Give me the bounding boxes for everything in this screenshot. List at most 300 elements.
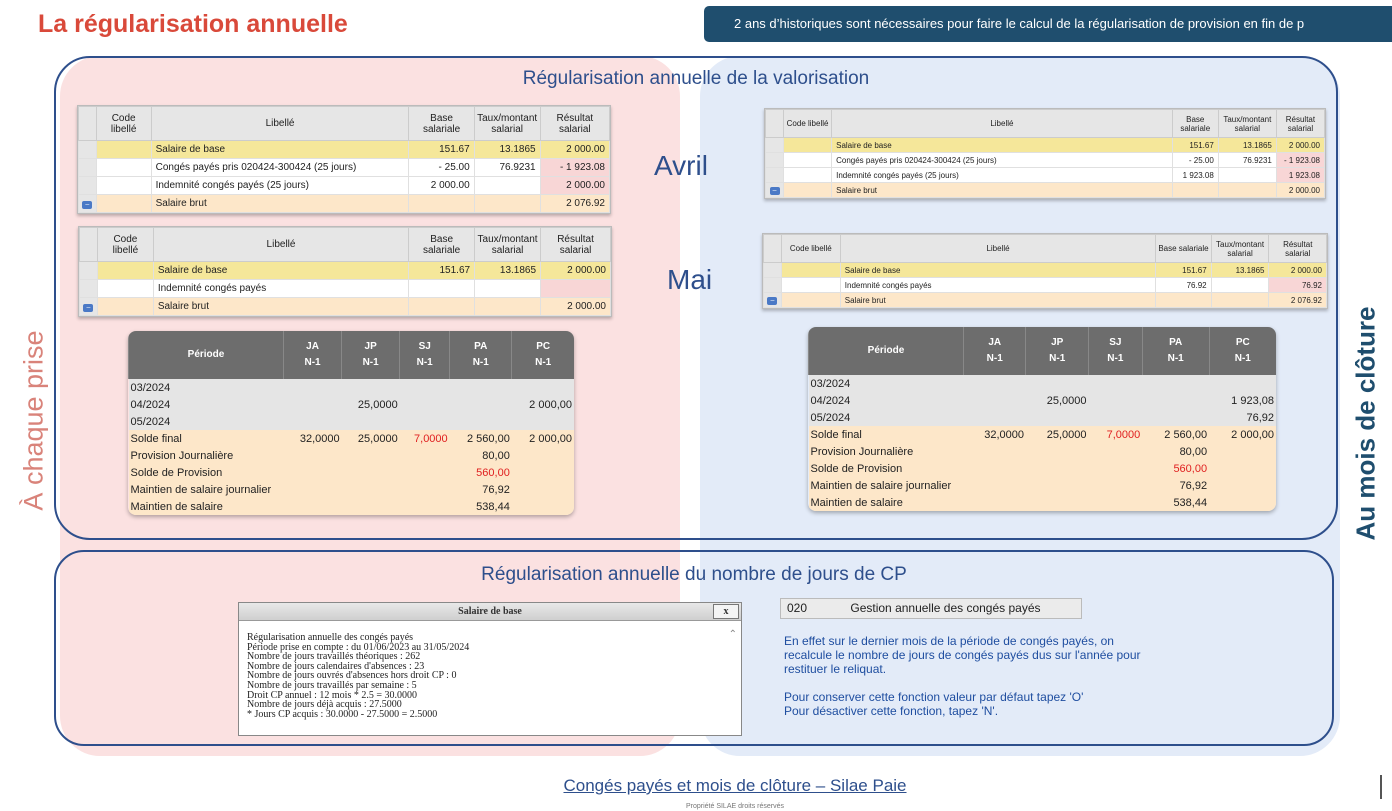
code-cell: [97, 262, 153, 280]
libelle-cell: Salaire brut: [840, 293, 1155, 308]
table-row: [129, 413, 575, 430]
table-row: [809, 477, 1277, 494]
code-cell: [781, 263, 840, 278]
footer-copyright: Propriété SILAE droits réservés: [685, 803, 785, 810]
row-gutter: [79, 195, 97, 213]
jp-cell: [1026, 460, 1088, 477]
pa-cell: 560,00: [1142, 460, 1209, 477]
sj-cell: [1088, 494, 1142, 511]
col-pc-sub: N-1: [535, 357, 552, 368]
popup-line: Nombre de jours travaillés théoriques : 262: [247, 651, 421, 663]
grid-gutter-header: [764, 235, 782, 263]
popup-body: [239, 621, 741, 731]
sj-cell: [1088, 375, 1142, 392]
base-cell: - 25.00: [409, 159, 474, 177]
ja-cell: [284, 464, 342, 481]
table-row: [79, 195, 610, 213]
sj-cell: [1088, 477, 1142, 494]
salaire-de-base-popup: [238, 602, 742, 736]
base-cell: 151.67: [1172, 138, 1218, 153]
code-cell: [784, 183, 832, 198]
row-gutter: [79, 159, 97, 177]
solde-row: [129, 430, 575, 447]
col-base-header: Base salariale: [409, 228, 475, 262]
table-row: [80, 280, 611, 298]
collapse-icon[interactable]: –: [83, 304, 93, 312]
base-cell: [409, 280, 475, 298]
col-jp-header: [1026, 327, 1088, 375]
grid-gutter-header: [766, 110, 784, 138]
jp-cell: [1026, 409, 1088, 426]
col-code-header: Code libellé: [96, 107, 151, 141]
col-pa-sub: N-1: [1167, 353, 1184, 364]
col-taux-header: Taux/montant salarial: [1218, 110, 1276, 138]
ja-cell: 32,0000: [284, 430, 342, 447]
ja-cell: [964, 494, 1026, 511]
sj-cell: [400, 498, 450, 515]
ja-cell: [284, 396, 342, 413]
base-cell: [409, 298, 475, 316]
code-cell: [96, 159, 151, 177]
pa-cell: 80,00: [1142, 443, 1209, 460]
grid-gutter-header: [79, 107, 97, 141]
row-gutter: [80, 262, 98, 280]
col-ja-sub: N-1: [304, 357, 321, 368]
taux-cell: [1211, 293, 1269, 308]
table-row: [129, 447, 575, 464]
pa-cell: [450, 396, 512, 413]
code-cell: [96, 141, 151, 159]
col-sj-header: [400, 331, 450, 379]
pa-cell: [1142, 375, 1209, 392]
libelle-cell: Indemnité congés payés: [840, 278, 1155, 293]
libelle-cell: Salaire de base: [840, 263, 1155, 278]
popup-line: Nombre de jours travaillés par semaine : 5: [247, 679, 417, 691]
col-periode-header: Période: [809, 327, 964, 375]
resultat-cell: 2 076.92: [540, 195, 609, 213]
col-sj-sub: N-1: [1107, 353, 1124, 364]
col-resultat-header: Résultat salarial: [540, 107, 609, 141]
table-row: [809, 392, 1277, 409]
provision-table-right: [808, 327, 1276, 511]
row-gutter: [80, 298, 98, 316]
row-gutter: [766, 183, 784, 198]
ja-cell: [964, 375, 1026, 392]
row-gutter: [766, 138, 784, 153]
resultat-cell: 76.92: [1269, 278, 1327, 293]
table-row: [766, 183, 1325, 198]
collapse-icon[interactable]: –: [770, 187, 780, 195]
sj-cell: [400, 447, 450, 464]
resultat-cell: 1 923.08: [1276, 168, 1324, 183]
col-jp-sub: N-1: [1049, 353, 1066, 364]
sj-cell: [1088, 460, 1142, 477]
pc-cell: [1209, 477, 1276, 494]
pc-cell: [512, 413, 574, 430]
code-cell: [97, 298, 153, 316]
table-row: [809, 375, 1277, 392]
table-row: [809, 409, 1277, 426]
col-code-header: Code libellé: [784, 110, 832, 138]
table-row: [79, 159, 610, 177]
col-base-header: Base salariale: [409, 107, 474, 141]
ja-cell: [964, 460, 1026, 477]
taux-cell: [474, 195, 540, 213]
code-cell: [784, 153, 832, 168]
footer-title[interactable]: Congés payés et mois de clôture – Silae Paie: [563, 776, 907, 795]
col-sj-label: SJ: [418, 341, 431, 352]
taux-cell: 13.1865: [475, 262, 541, 280]
popup-header: [239, 603, 741, 621]
pc-cell: [512, 464, 574, 481]
periode-cell: Maintien de salaire: [809, 494, 964, 511]
ja-cell: [964, 392, 1026, 409]
function-field[interactable]: [780, 598, 1082, 619]
taux-cell: [474, 177, 540, 195]
row-gutter: [79, 141, 97, 159]
col-jp-sub: N-1: [362, 357, 379, 368]
col-sj-sub: N-1: [416, 357, 433, 368]
jp-cell: [342, 413, 400, 430]
jp-cell: [342, 379, 400, 396]
col-jp-label: JP: [364, 341, 377, 352]
taux-cell: [1218, 168, 1276, 183]
pc-cell: [1209, 443, 1276, 460]
col-pa-sub: N-1: [472, 357, 489, 368]
col-libelle-header: Libellé: [832, 110, 1173, 138]
collapse-icon[interactable]: –: [82, 201, 92, 209]
pa-cell: 76,92: [450, 481, 512, 498]
page-title: La régularisation annuelle: [38, 10, 348, 38]
code-cell: [781, 293, 840, 308]
solde-row: [809, 426, 1277, 443]
sj-cell: [1088, 392, 1142, 409]
resultat-cell: - 1 923.08: [1276, 153, 1324, 168]
info-banner: 2 ans d’historiques sont nécessaires pour faire le calcul de la régularisation de provision en fin de p: [704, 6, 1392, 42]
base-cell: 151.67: [409, 262, 475, 280]
pc-cell: [512, 498, 574, 515]
periode-cell: Maintien de salaire journalier: [809, 477, 964, 494]
pa-cell: 560,00: [450, 464, 512, 481]
code-cell: [784, 168, 832, 183]
col-sj-label: SJ: [1109, 337, 1122, 348]
sj-cell: [1088, 409, 1142, 426]
resultat-cell: - 1 923.08: [540, 159, 609, 177]
col-pc-label: PC: [536, 341, 551, 352]
col-libelle-header: Libellé: [840, 235, 1155, 263]
ja-cell: 32,0000: [964, 426, 1026, 443]
periode-cell: 05/2024: [129, 413, 284, 430]
close-button[interactable]: x: [713, 604, 739, 619]
col-pc-header: [1209, 327, 1276, 375]
periode-cell: 03/2024: [809, 375, 964, 392]
libelle-cell: Salaire brut: [153, 298, 408, 316]
scroll-up-icon[interactable]: ⌃: [728, 629, 737, 640]
sj-cell: [400, 481, 450, 498]
table-row: [809, 443, 1277, 460]
resultat-cell: [541, 280, 611, 298]
code-cell: [96, 177, 151, 195]
pc-cell: 2 000,00: [512, 396, 574, 413]
pc-cell: 1 923,08: [1209, 392, 1276, 409]
function-code: 020: [787, 601, 808, 615]
col-pa-label: PA: [474, 341, 488, 352]
periode-cell: Maintien de salaire journalier: [129, 481, 284, 498]
section-title: Régularisation annuelle du nombre de jours de CP: [481, 564, 907, 585]
libelle-cell: Congés payés pris 020424-300424 (25 jours): [151, 159, 409, 177]
sj-cell: 7,0000: [400, 430, 450, 447]
periode-cell: 03/2024: [129, 379, 284, 396]
explanation-text: [784, 634, 1164, 718]
pa-cell: [1142, 409, 1209, 426]
periode-cell: 04/2024: [809, 392, 964, 409]
base-cell: 151.67: [1156, 263, 1211, 278]
ja-cell: [284, 498, 342, 515]
explain-option-o: Pour conserver cette fonction valeur par défaut tapez 'O': [784, 690, 1084, 704]
jp-cell: 25,0000: [342, 396, 400, 413]
pa-cell: [1142, 392, 1209, 409]
row-gutter: [766, 153, 784, 168]
divider: [1380, 775, 1382, 799]
libelle-cell: Salaire de base: [153, 262, 408, 280]
table-row: [766, 168, 1325, 183]
taux-cell: 13.1865: [1211, 263, 1269, 278]
jp-cell: [342, 447, 400, 464]
month-april: Avril: [654, 150, 708, 181]
col-pa-header: [1142, 327, 1209, 375]
col-resultat-header: Résultat salarial: [1276, 110, 1324, 138]
base-cell: [1172, 183, 1218, 198]
jp-cell: 25,0000: [1026, 392, 1088, 409]
table-row: [764, 263, 1327, 278]
row-gutter: [764, 263, 782, 278]
code-cell: [781, 278, 840, 293]
ja-cell: [284, 447, 342, 464]
col-libelle-header: Libellé: [153, 228, 408, 262]
payslip-grid-april-left: [77, 105, 611, 214]
resultat-cell: 2 000.00: [540, 177, 609, 195]
pa-cell: 538,44: [450, 498, 512, 515]
base-cell: 76.92: [1156, 278, 1211, 293]
ja-cell: [284, 379, 342, 396]
libelle-cell: Congés payés pris 020424-300424 (25 jours): [832, 153, 1173, 168]
pa-cell: [450, 379, 512, 396]
base-cell: 151.67: [409, 141, 474, 159]
col-pa-label: PA: [1169, 337, 1183, 348]
pc-cell: 2 000,00: [1209, 426, 1276, 443]
col-resultat-header: Résultat salarial: [541, 228, 611, 262]
table-row: [129, 379, 575, 396]
periode-cell: Solde de Provision: [129, 464, 284, 481]
table-row: [79, 141, 610, 159]
jp-cell: [342, 481, 400, 498]
row-gutter: [79, 177, 97, 195]
libelle-cell: Salaire de base: [832, 138, 1173, 153]
col-ja-label: JA: [988, 337, 1002, 348]
col-code-header: Code libellé: [781, 235, 840, 263]
periode-cell: Solde de Provision: [809, 460, 964, 477]
taux-cell: [1218, 183, 1276, 198]
table-row: [809, 460, 1277, 477]
row-gutter: [764, 278, 782, 293]
resultat-cell: 2 000.00: [1276, 183, 1324, 198]
resultat-cell: 2 000.00: [1276, 138, 1324, 153]
popup-line: Régularisation annuelle des congés payés: [247, 632, 414, 643]
jp-cell: [1026, 494, 1088, 511]
taux-cell: [475, 298, 541, 316]
base-cell: - 25.00: [1172, 153, 1218, 168]
libelle-cell: Salaire brut: [151, 195, 409, 213]
table-row: [766, 153, 1325, 168]
libelle-cell: Salaire brut: [832, 183, 1173, 198]
col-ja-header: [284, 331, 342, 379]
ja-cell: [964, 443, 1026, 460]
table-row: [79, 177, 610, 195]
table-row: [764, 278, 1327, 293]
col-periode-header: Période: [129, 331, 284, 379]
taux-cell: 13.1865: [1218, 138, 1276, 153]
libelle-cell: Salaire de base: [151, 141, 409, 159]
ja-cell: [964, 409, 1026, 426]
grid-gutter-header: [80, 228, 98, 262]
pc-cell: [512, 379, 574, 396]
col-libelle-header: Libellé: [151, 107, 409, 141]
jp-cell: [1026, 443, 1088, 460]
pc-cell: 2 000,00: [512, 430, 574, 447]
row-gutter: [764, 293, 782, 308]
pc-cell: [512, 481, 574, 498]
pa-cell: 80,00: [450, 447, 512, 464]
pa-cell: 538,44: [1142, 494, 1209, 511]
popup-line: Nombre de jours calendaires d'absences : 23: [247, 660, 425, 672]
code-cell: [96, 195, 151, 213]
explain-paragraph: En effet sur le dernier mois de la période de congés payés, on recalcule le nombre de jours de congés payés dus sur l'année pour restituer le reliquat.: [784, 634, 1141, 676]
col-base-header: Base salariale: [1156, 235, 1211, 263]
table-row: [129, 481, 575, 498]
pa-cell: [450, 413, 512, 430]
ja-cell: [284, 413, 342, 430]
table-row: [766, 138, 1325, 153]
popup-title: Salaire de base: [458, 606, 522, 617]
periode-cell: Solde final: [129, 430, 284, 447]
periode-cell: Provision Journalière: [809, 443, 964, 460]
periode-cell: Solde final: [809, 426, 964, 443]
row-gutter: [80, 280, 98, 298]
collapse-icon[interactable]: –: [767, 297, 777, 305]
table-row: [129, 498, 575, 515]
side-label-left: À chaque prise: [18, 330, 49, 511]
col-pa-header: [450, 331, 512, 379]
resultat-cell: 2 000.00: [540, 141, 609, 159]
row-gutter: [766, 168, 784, 183]
sj-cell: [400, 413, 450, 430]
code-cell: [784, 138, 832, 153]
pc-cell: [1209, 460, 1276, 477]
col-ja-sub: N-1: [986, 353, 1003, 364]
col-resultat-header: Résultat salarial: [1269, 235, 1327, 263]
jp-cell: [342, 464, 400, 481]
jp-cell: [1026, 375, 1088, 392]
taux-cell: 76.9231: [474, 159, 540, 177]
col-ja-label: JA: [306, 341, 319, 352]
resultat-cell: 2 000.00: [1269, 263, 1327, 278]
libelle-cell: Indemnité congés payés: [153, 280, 408, 298]
base-cell: [1156, 293, 1211, 308]
base-cell: 1 923.08: [1172, 168, 1218, 183]
periode-cell: Maintien de salaire: [129, 498, 284, 515]
resultat-cell: 2 000.00: [541, 262, 611, 280]
explain-option-n: Pour désactiver cette fonction, tapez 'N'.: [784, 704, 999, 718]
sj-cell: [400, 379, 450, 396]
payslip-grid-april-right: [764, 108, 1326, 199]
sj-cell: [1088, 443, 1142, 460]
table-row: [764, 293, 1327, 308]
base-cell: [409, 195, 474, 213]
popup-line: Droit CP annuel : 12 mois * 2.5 = 30.0000: [247, 689, 417, 701]
code-cell: [97, 280, 153, 298]
col-pc-label: PC: [1235, 337, 1250, 348]
popup-line: Nombre de jours déjà acquis : 27.5000: [247, 699, 402, 711]
sj-cell: 7,0000: [1088, 426, 1142, 443]
col-taux-header: Taux/montant salarial: [474, 107, 540, 141]
resultat-cell: 2 076.92: [1269, 293, 1327, 308]
jp-cell: [342, 498, 400, 515]
table-row: [129, 464, 575, 481]
jp-cell: 25,0000: [1026, 426, 1088, 443]
pa-cell: 2 560,00: [1142, 426, 1209, 443]
resultat-cell: 2 000.00: [541, 298, 611, 316]
sj-cell: [400, 464, 450, 481]
base-cell: 2 000.00: [409, 177, 474, 195]
col-pc-sub: N-1: [1234, 353, 1251, 364]
popup-line: Période prise en compte : du 01/06/2023 au 31/05/2024: [247, 641, 470, 653]
table-row: [80, 262, 611, 280]
col-pc-header: [512, 331, 574, 379]
function-label: Gestion annuelle des congés payés: [850, 601, 1041, 615]
jp-cell: 25,0000: [342, 430, 400, 447]
taux-cell: [475, 280, 541, 298]
libelle-cell: Indemnité congés payés (25 jours): [832, 168, 1173, 183]
month-may: Mai: [667, 264, 713, 295]
section-title: Régularisation annuelle de la valorisation: [522, 68, 870, 89]
popup-line: * Jours CP acquis : 30.0000 - 27.5000 = 2.5000: [247, 708, 438, 720]
libelle-cell: Indemnité congés payés (25 jours): [151, 177, 409, 195]
pc-cell: [512, 447, 574, 464]
ja-cell: [964, 477, 1026, 494]
col-sj-header: [1088, 327, 1142, 375]
pc-cell: [1209, 494, 1276, 511]
col-base-header: Base salariale: [1172, 110, 1218, 138]
col-taux-header: Taux/montant salarial: [475, 228, 541, 262]
col-ja-header: [964, 327, 1026, 375]
periode-cell: 05/2024: [809, 409, 964, 426]
col-jp-label: JP: [1051, 337, 1064, 348]
periode-cell: Provision Journalière: [129, 447, 284, 464]
table-row: [129, 396, 575, 413]
taux-cell: [1211, 278, 1269, 293]
ja-cell: [284, 481, 342, 498]
sj-cell: [400, 396, 450, 413]
col-code-header: Code libellé: [97, 228, 153, 262]
taux-cell: 76.9231: [1218, 153, 1276, 168]
jp-cell: [1026, 477, 1088, 494]
col-taux-header: Taux/montant salarial: [1211, 235, 1269, 263]
pa-cell: 76,92: [1142, 477, 1209, 494]
popup-line: Nombre de jours ouvrés d'absences hors droit CP : 0: [247, 670, 457, 682]
col-jp-header: [342, 331, 400, 379]
payslip-grid-may-right: [762, 233, 1328, 309]
provision-table-left: [128, 331, 574, 515]
